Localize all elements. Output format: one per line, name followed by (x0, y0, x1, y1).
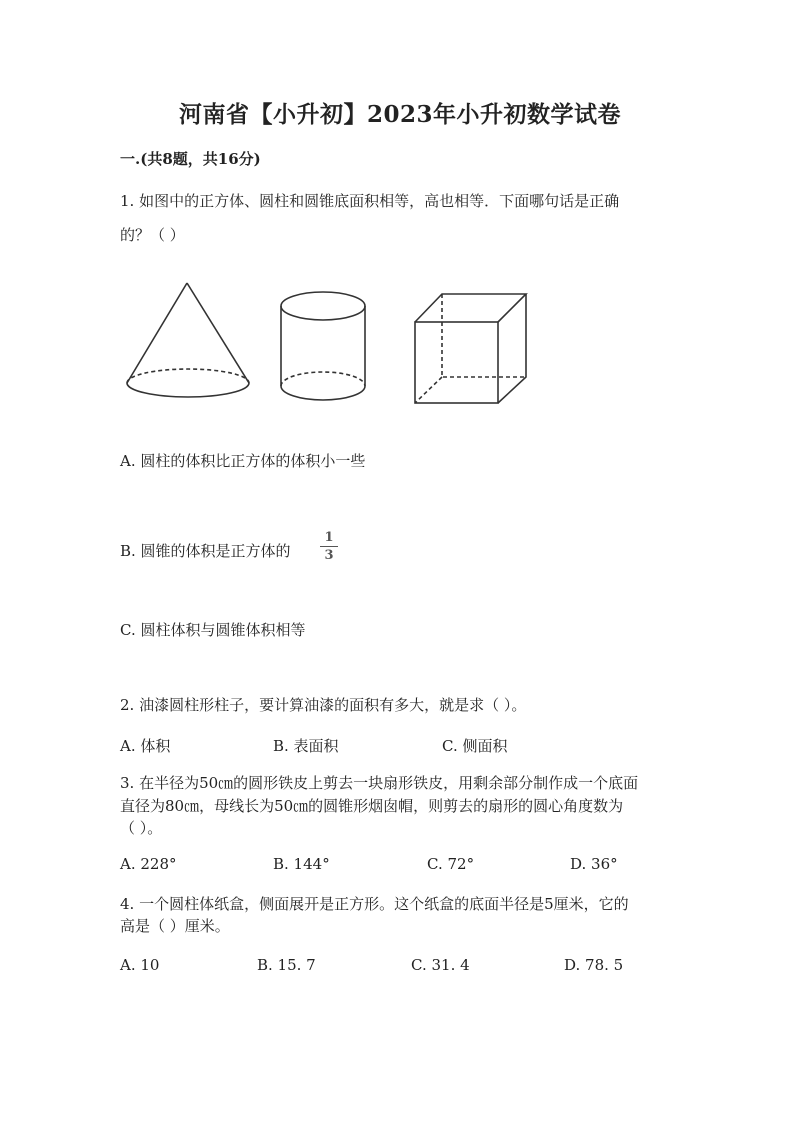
q1-stem-line1: 1. 如图中的正方体、圆柱和圆锥底面积相等，高也相等．下面哪句话是正确 (120, 192, 620, 210)
fraction-one-third (320, 530, 338, 563)
q4-option-b: B. 15. 7 (257, 956, 316, 974)
q3-stem-line2: 直径为80㎝，母线长为50㎝的圆锥形烟囱帽，则剪去的扇形的圆心角度数为 (120, 797, 624, 815)
fraction-denominator: 3 (324, 548, 334, 563)
section-heading: 一.(共8题，共16分) (120, 150, 261, 168)
q3-stem-line1: 3. 在半径为50㎝的圆形铁皮上剪去一块扇形铁皮，用剩余部分制作成一个底面 (120, 774, 639, 792)
page-title: 河南省【小升初】2023年小升初数学试卷 (178, 101, 621, 128)
cone-figure (127, 283, 249, 397)
cylinder-figure (281, 292, 365, 400)
q2-stem: 2. 油漆圆柱形柱子，要计算油漆的面积有多大，就是求（ ）。 (120, 696, 527, 714)
q1-option-b: B. 圆锥的体积是正方体的 (120, 542, 291, 560)
q4-option-c: C. 31. 4 (411, 956, 470, 974)
q3-option-c: C. 72° (427, 855, 475, 873)
q1-figure (115, 275, 535, 415)
q3-option-b: B. 144° (273, 855, 330, 873)
q1-stem-line2: 的？（ ） (120, 226, 185, 244)
q2-option-c: C. 侧面积 (442, 737, 508, 755)
q1-option-c: C. 圆柱体积与圆锥体积相等 (120, 621, 306, 639)
q1-option-a: A. 圆柱的体积比正方体的体积小一些 (120, 452, 366, 470)
q2-option-b: B. 表面积 (273, 737, 339, 755)
q4-option-d: D. 78. 5 (564, 956, 624, 974)
q3-stem-line3: （ ）。 (120, 819, 163, 837)
q3-option-a: A. 228° (120, 855, 177, 873)
fraction-numerator: 1 (324, 530, 334, 545)
q4-option-a: A. 10 (120, 956, 160, 974)
q2-option-a: A. 体积 (120, 737, 171, 755)
q3-option-d: D. 36° (570, 855, 618, 873)
cube-figure (415, 294, 526, 403)
q4-stem-line2: 高是（ ）厘米。 (120, 917, 230, 935)
q4-stem-line1: 4. 一个圆柱体纸盒，侧面展开是正方形。这个纸盒的底面半径是5厘米，它的 (120, 895, 629, 913)
